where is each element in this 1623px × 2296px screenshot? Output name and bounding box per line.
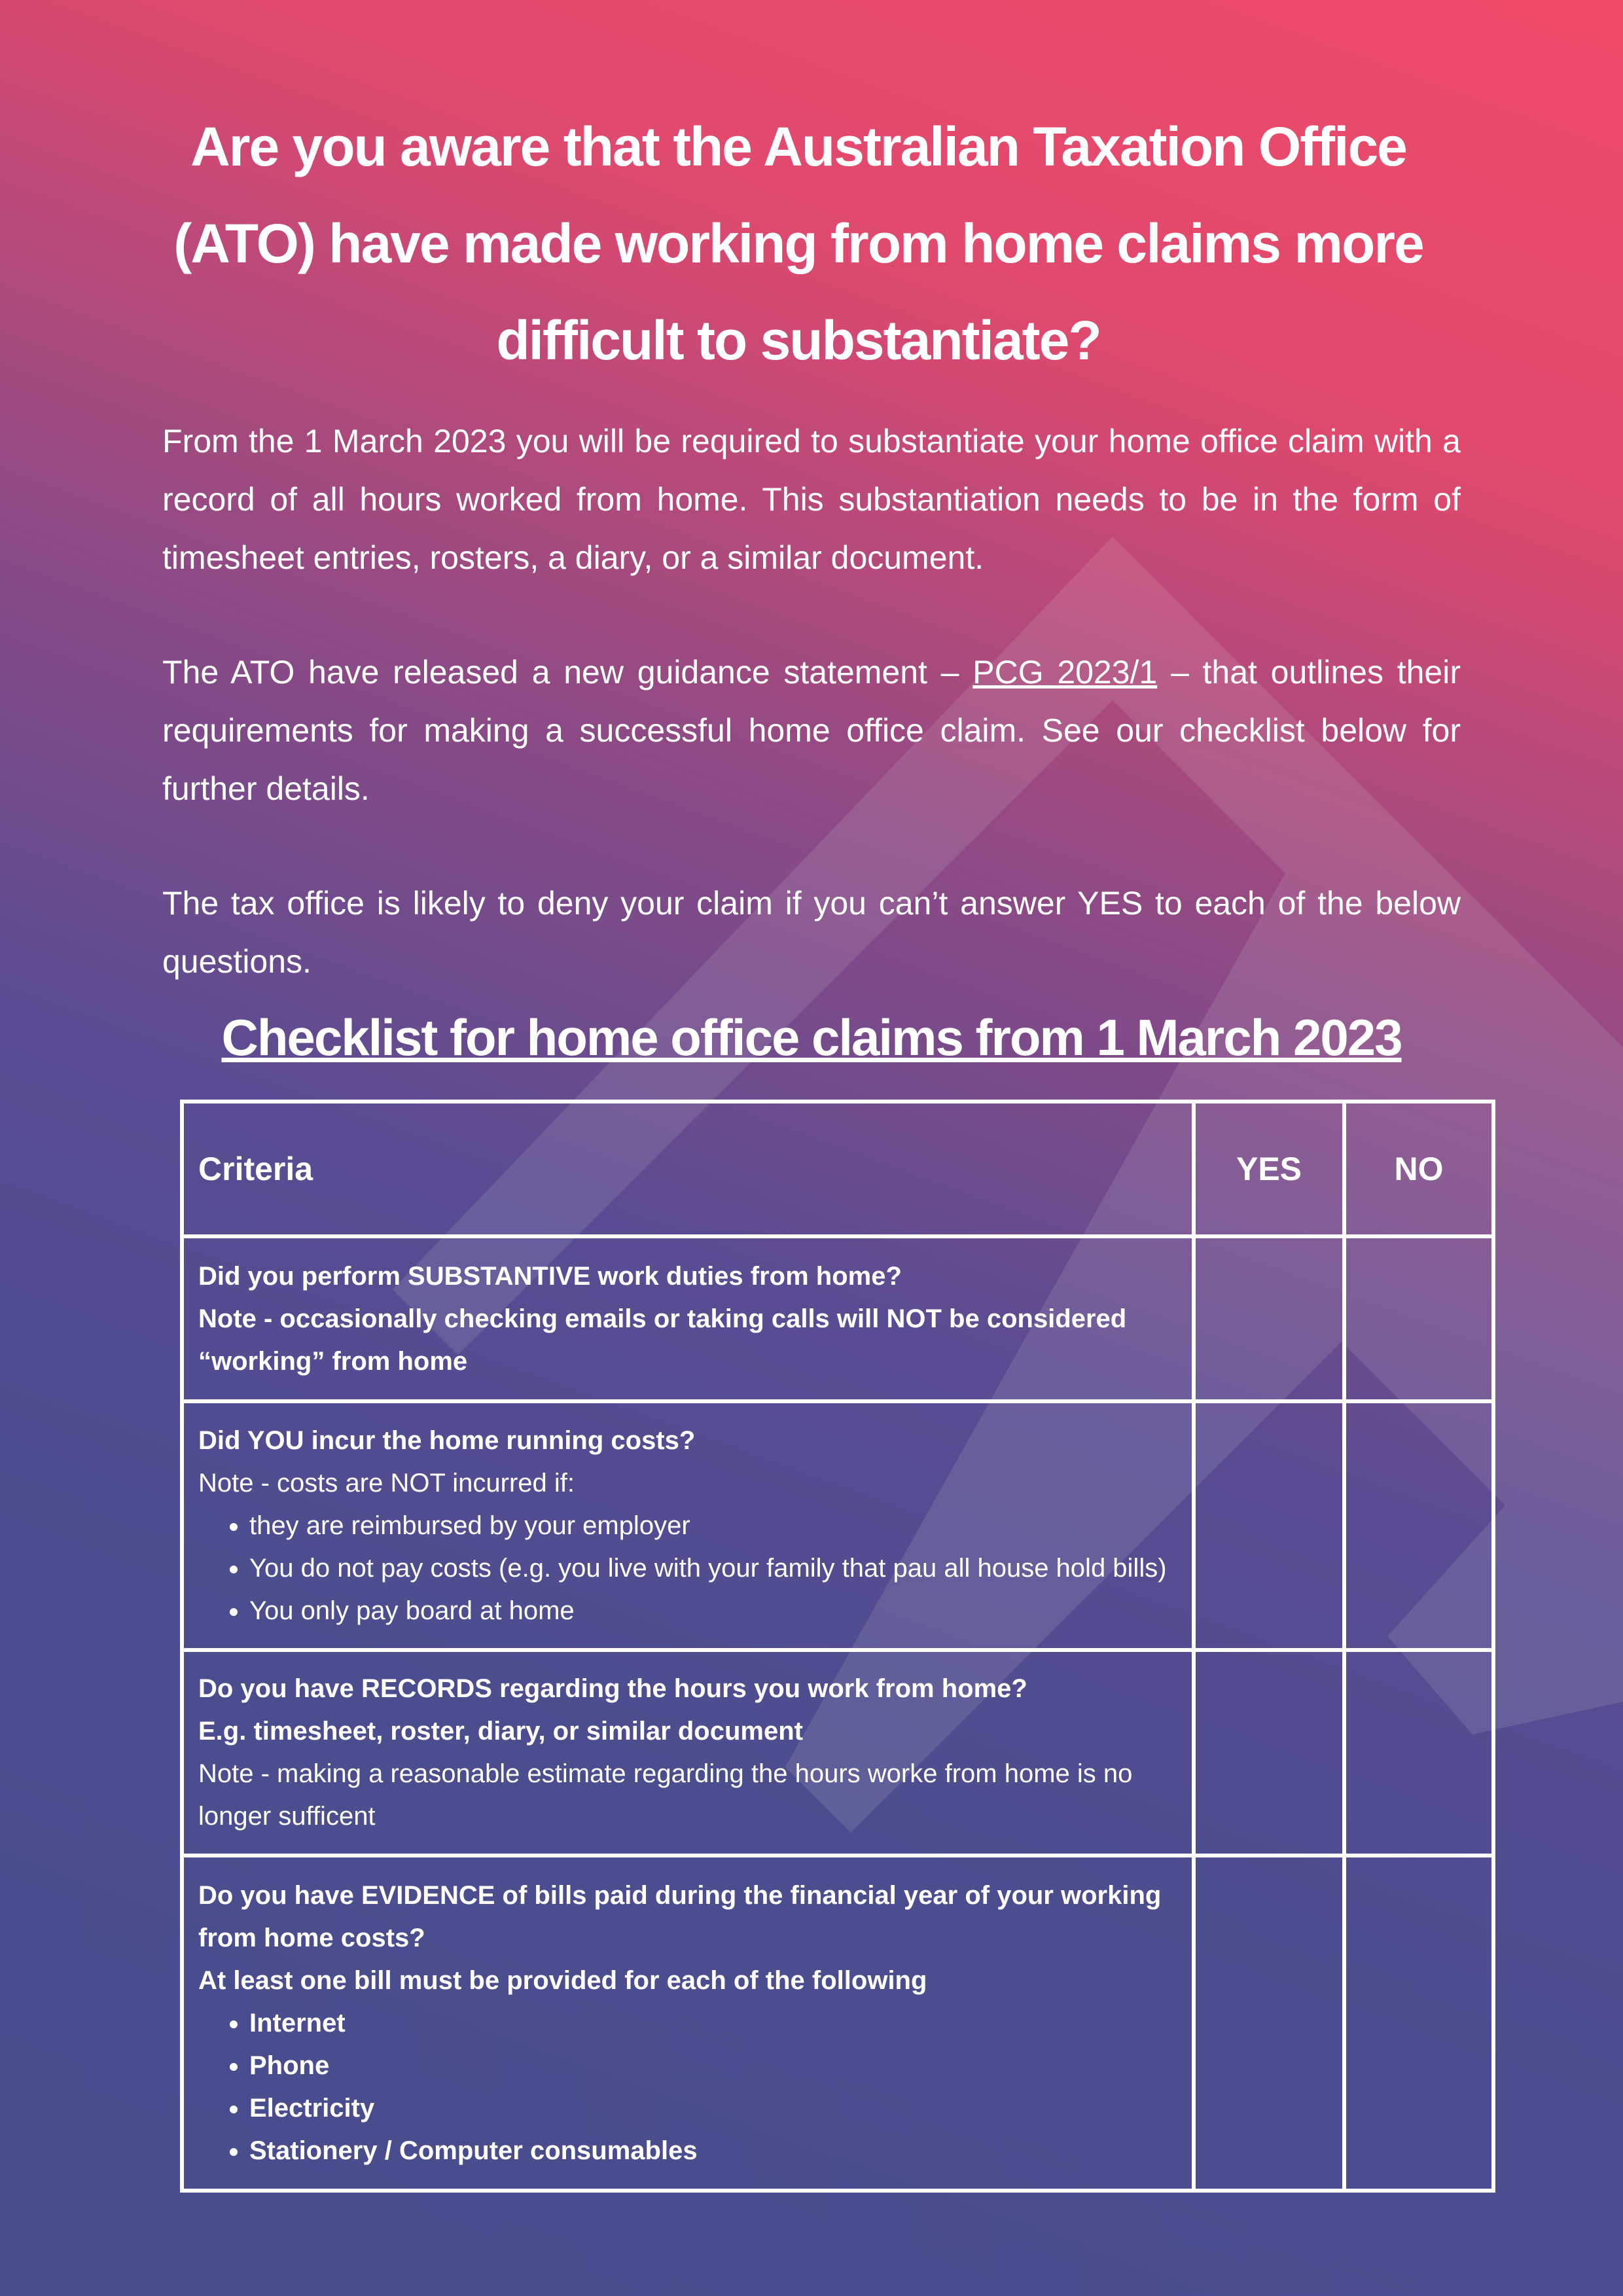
table-row	[182, 1401, 1493, 1650]
header-yes: YES	[1194, 1102, 1344, 1236]
checklist-table	[180, 1100, 1495, 2193]
criteria-cell	[182, 1236, 1194, 1401]
list-item: • Electricity	[249, 2087, 1177, 2130]
list-item: • Phone	[249, 2045, 1177, 2087]
criteria-cell	[182, 1856, 1194, 2191]
yes-checkbox-cell[interactable]	[1194, 1856, 1344, 2191]
table-row	[182, 1856, 1493, 2191]
table-row	[182, 1650, 1493, 1856]
list-item: • Stationery / Computer consumables	[249, 2130, 1177, 2172]
yes-checkbox-cell[interactable]	[1194, 1236, 1344, 1401]
no-checkbox-cell[interactable]	[1344, 1650, 1493, 1856]
criteria-question: Do you have RECORDS regarding the hours you work from home?	[198, 1674, 1027, 1703]
criteria-list	[198, 2002, 1177, 2172]
guidance-text: The ATO have released a new guidance statement –	[162, 654, 973, 691]
no-checkbox-cell[interactable]	[1344, 1856, 1493, 2191]
list-item: • You only pay board at home	[249, 1590, 1177, 1632]
pcg-link[interactable]: PCG 2023/1	[972, 654, 1158, 691]
criteria-list	[198, 1505, 1177, 1632]
intro-paragraph: From the 1 March 2023 you will be required to substantiate your home office claim with a record of all hours worked from home. This substantiation needs to be in the form of timesheet entries, rosters, a diary, or a similar document.	[162, 423, 1461, 576]
criteria-question: E.g. timesheet, roster, diary, or similar document	[198, 1717, 803, 1746]
header-criteria: Criteria	[182, 1102, 1194, 1236]
list-item: • You do not pay costs (e.g. you live with your family that pau all house hold bills)	[249, 1547, 1177, 1590]
list-item: • Internet	[249, 2002, 1177, 2045]
yes-checkbox-cell[interactable]	[1194, 1401, 1344, 1650]
criteria-question: Did YOU incur the home running costs?	[198, 1426, 696, 1455]
no-checkbox-cell[interactable]	[1344, 1236, 1493, 1401]
table-row	[182, 1236, 1493, 1401]
criteria-question: At least one bill must be provided for each of the following	[198, 1965, 927, 1995]
page-title: Are you aware that the Australian Taxation Office (ATO) have made working from home claims more difficult to substantiate?	[173, 116, 1423, 371]
yes-checkbox-cell[interactable]	[1194, 1650, 1344, 1856]
guidance-text-end: – that outlines their requirements for making a successful home office claim. See our checklist below for further details.	[162, 654, 1461, 807]
criteria-note: Note - making a reasonable estimate regarding the hours worke from home is no longer sufficent	[198, 1759, 1133, 1831]
list-item: • they are reimbursed by your employer	[249, 1505, 1177, 1547]
criteria-note: Note - costs are NOT incurred if:	[198, 1468, 575, 1498]
header-no: NO	[1344, 1102, 1493, 1236]
no-checkbox-cell[interactable]	[1344, 1401, 1493, 1650]
criteria-question: Did you perform SUBSTANTIVE work duties from home?	[198, 1261, 902, 1291]
criteria-cell	[182, 1650, 1194, 1856]
guidance-paragraph	[162, 643, 1461, 818]
checklist-title: Checklist for home office claims from 1 March 2023	[221, 1009, 1402, 1066]
criteria-question: Note - occasionally checking emails or taking calls will NOT be considered “working” from home	[198, 1304, 1127, 1376]
criteria-cell	[182, 1401, 1194, 1650]
criteria-question: Do you have EVIDENCE of bills paid during the financial year of your working from home costs?	[198, 1880, 1162, 1952]
warning-paragraph: The tax office is likely to deny your claim if you can’t answer YES to each of the below questions.	[162, 885, 1461, 980]
